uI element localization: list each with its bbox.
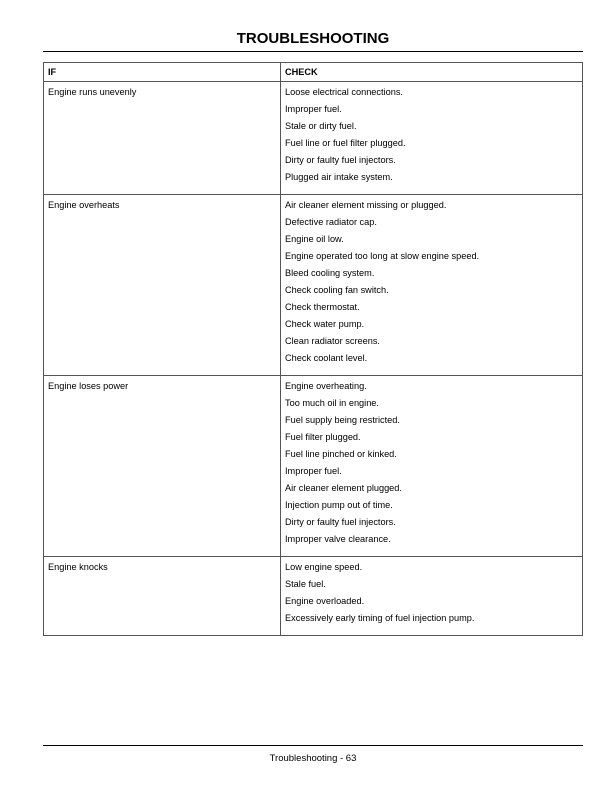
check-item: Check coolant level. — [285, 353, 368, 363]
check-item: Check cooling fan switch. — [285, 285, 389, 295]
title-divider — [43, 51, 583, 52]
check-item: Fuel line or fuel filter plugged. — [285, 138, 406, 148]
check-item: Fuel supply being restricted. — [285, 415, 400, 425]
if-cell — [44, 376, 281, 557]
check-item: Stale or dirty fuel. — [285, 121, 357, 131]
check-item: Dirty or faulty fuel injectors. — [285, 517, 396, 527]
check-item: Dirty or faulty fuel injectors. — [285, 155, 396, 165]
check-item: Engine overloaded. — [285, 596, 365, 606]
condition-text: Engine runs unevenly — [48, 87, 137, 97]
check-item: Stale fuel. — [285, 579, 326, 589]
condition-text: Engine knocks — [48, 562, 108, 572]
check-item: Excessively early timing of fuel injection pump. — [285, 613, 475, 623]
check-cell — [281, 195, 583, 376]
check-item: Improper valve clearance. — [285, 534, 391, 544]
check-item: Injection pump out of time. — [285, 500, 393, 510]
check-item: Plugged air intake system. — [285, 172, 393, 182]
column-header-check: CHECK — [281, 63, 583, 82]
if-cell — [44, 195, 281, 376]
check-item: Clean radiator screens. — [285, 336, 380, 346]
check-item: Too much oil in engine. — [285, 398, 379, 408]
table-header-row — [44, 63, 583, 82]
check-cell — [281, 376, 583, 557]
check-item: Check water pump. — [285, 319, 365, 329]
table-row — [44, 376, 583, 557]
table-row — [44, 82, 583, 195]
troubleshooting-table — [43, 62, 583, 636]
table-row — [44, 557, 583, 636]
table-row — [44, 195, 583, 376]
page-footer: Troubleshooting - 63 — [269, 753, 357, 764]
check-cell — [281, 557, 583, 636]
check-item: Improper fuel. — [285, 466, 342, 476]
check-item: Air cleaner element missing or plugged. — [285, 200, 447, 210]
check-item: Low engine speed. — [285, 562, 363, 572]
footer-divider — [43, 745, 583, 746]
check-item: Defective radiator cap. — [285, 217, 377, 227]
page-title: TROUBLESHOOTING — [236, 30, 390, 47]
condition-text: Engine overheats — [48, 200, 120, 210]
check-item: Loose electrical connections. — [285, 87, 403, 97]
if-cell — [44, 82, 281, 195]
condition-text: Engine loses power — [48, 381, 129, 391]
check-item: Check thermostat. — [285, 302, 360, 312]
check-item: Fuel filter plugged. — [285, 432, 361, 442]
check-item: Engine oil low. — [285, 234, 344, 244]
check-cell — [281, 82, 583, 195]
table-body — [44, 82, 583, 636]
check-item: Air cleaner element plugged. — [285, 483, 402, 493]
check-item: Fuel line pinched or kinked. — [285, 449, 397, 459]
check-item: Engine overheating. — [285, 381, 367, 391]
if-cell — [44, 557, 281, 636]
check-item: Improper fuel. — [285, 104, 342, 114]
column-header-if: IF — [44, 63, 281, 82]
check-item: Bleed cooling system. — [285, 268, 375, 278]
check-item: Engine operated too long at slow engine speed. — [285, 251, 480, 261]
